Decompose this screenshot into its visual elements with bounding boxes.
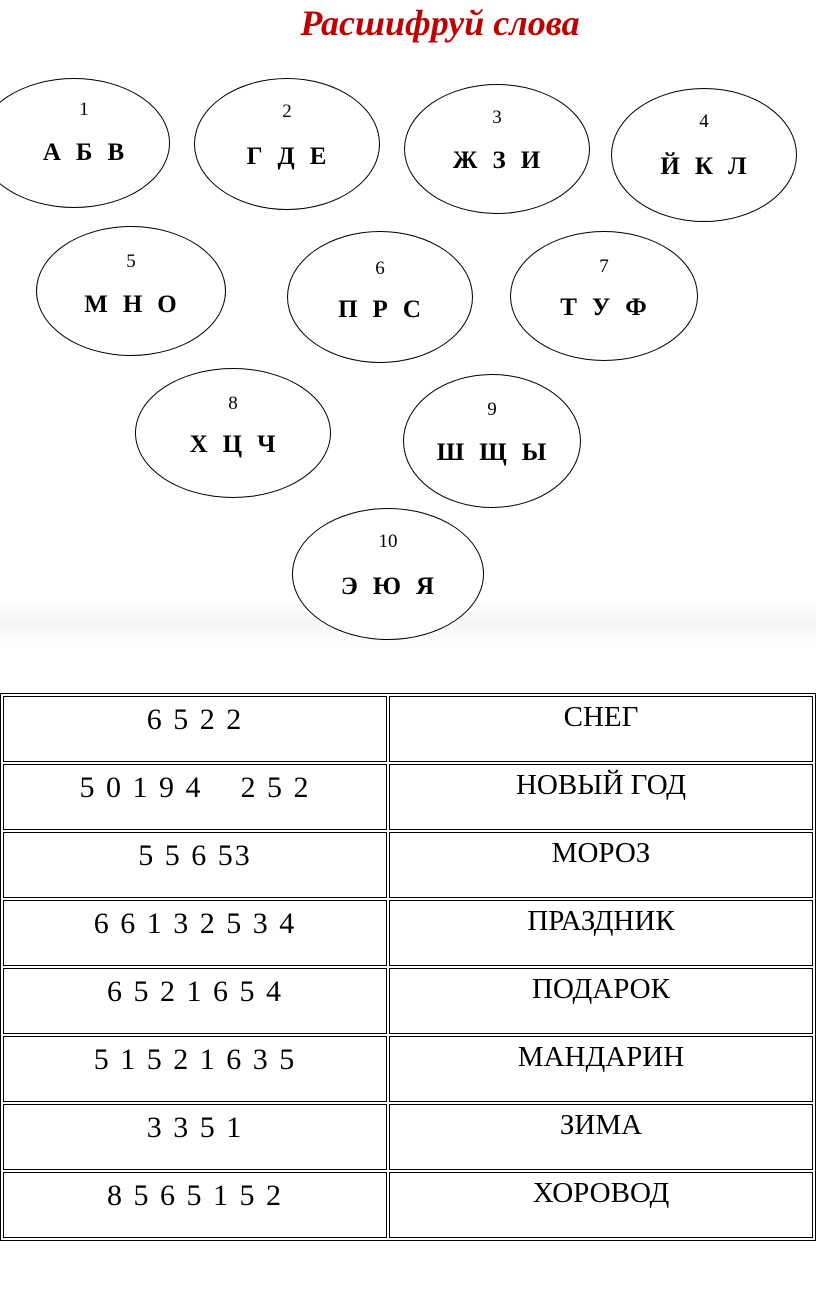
group-number: 6 <box>375 258 385 279</box>
letter: З <box>492 147 507 174</box>
group-number: 9 <box>487 399 497 420</box>
letter-group-2 <box>194 78 380 210</box>
table-row <box>3 900 813 966</box>
letter: Я <box>416 573 436 600</box>
word-cell: МОРОЗ <box>389 832 813 898</box>
code-cell: 8 5 6 5 1 5 2 <box>3 1172 387 1238</box>
letter-group-9 <box>403 374 581 508</box>
letter: Г <box>246 143 264 170</box>
group-number: 10 <box>378 531 398 552</box>
table-row <box>3 1036 813 1102</box>
letter-group-10 <box>292 508 484 640</box>
letter: Ж <box>452 147 479 174</box>
group-letters <box>195 143 379 171</box>
word-cell: ПРАЗДНИК <box>389 900 813 966</box>
letter: А <box>42 139 62 166</box>
letter: И <box>520 147 542 174</box>
letter-group-4 <box>611 88 797 222</box>
letter: Ш <box>436 439 466 466</box>
letter: М <box>84 291 109 318</box>
table-row <box>3 1172 813 1238</box>
letter: Ф <box>625 294 648 321</box>
table-row <box>3 1104 813 1170</box>
letter-group-1 <box>0 78 170 208</box>
letter: Щ <box>479 439 508 466</box>
group-letters <box>404 439 580 467</box>
code-cell: 3 3 5 1 <box>3 1104 387 1170</box>
group-number: 1 <box>79 99 89 120</box>
code-cell: 5 0 1 9 4 2 5 2 <box>3 764 387 830</box>
word-cell: МАНДАРИН <box>389 1036 813 1102</box>
code-cell: 6 6 1 3 2 5 3 4 <box>3 900 387 966</box>
code-cell: 5 5 6 53 <box>3 832 387 898</box>
letter: П <box>338 296 359 323</box>
group-letters <box>288 296 472 324</box>
group-number: 8 <box>228 393 238 414</box>
group-number: 4 <box>699 111 709 132</box>
letter: Х <box>189 431 209 458</box>
table-row <box>3 968 813 1034</box>
letter: У <box>591 294 612 321</box>
letter: Р <box>372 296 389 323</box>
group-letters <box>511 294 697 322</box>
letter: Ц <box>222 431 244 458</box>
letter: К <box>694 153 714 180</box>
code-cell: 6 5 2 2 <box>3 696 387 762</box>
letter: Л <box>727 153 748 180</box>
cipher-table <box>0 693 816 1241</box>
letter-group-7 <box>510 231 698 361</box>
group-number: 3 <box>492 107 502 128</box>
letter: Ю <box>372 573 403 600</box>
letter: О <box>157 291 178 318</box>
word-cell: ХОРОВОД <box>389 1172 813 1238</box>
group-number: 5 <box>126 251 136 272</box>
group-number: 2 <box>282 101 292 122</box>
code-cell: 5 1 5 2 1 6 3 5 <box>3 1036 387 1102</box>
group-letters <box>405 147 589 175</box>
group-letters <box>37 291 225 319</box>
letter: В <box>107 139 126 166</box>
letter: Е <box>309 143 328 170</box>
table-row <box>3 696 813 762</box>
letter: Э <box>340 573 359 600</box>
letter: Д <box>277 143 296 170</box>
letter-group-5 <box>36 226 226 356</box>
letter: Н <box>122 291 144 318</box>
page-title: Расшифруй слова <box>300 3 580 43</box>
letter: Б <box>75 139 94 166</box>
word-cell: ЗИМА <box>389 1104 813 1170</box>
group-letters <box>293 573 483 601</box>
letter-group-8 <box>135 368 331 498</box>
group-letters <box>612 153 796 181</box>
group-number: 7 <box>599 256 609 277</box>
group-letters <box>0 139 169 167</box>
letter: Й <box>660 153 681 180</box>
word-cell: НОВЫЙ ГОД <box>389 764 813 830</box>
word-cell: ПОДАРОК <box>389 968 813 1034</box>
table-row <box>3 764 813 830</box>
word-cell: СНЕГ <box>389 696 813 762</box>
letter: Ы <box>521 439 548 466</box>
group-letters <box>136 431 330 459</box>
letter: С <box>402 296 422 323</box>
letter: Ч <box>257 431 277 458</box>
letter: Т <box>560 294 578 321</box>
letter-group-6 <box>287 231 473 363</box>
letter-group-3 <box>404 84 590 214</box>
table-row <box>3 832 813 898</box>
code-cell: 6 5 2 1 6 5 4 <box>3 968 387 1034</box>
